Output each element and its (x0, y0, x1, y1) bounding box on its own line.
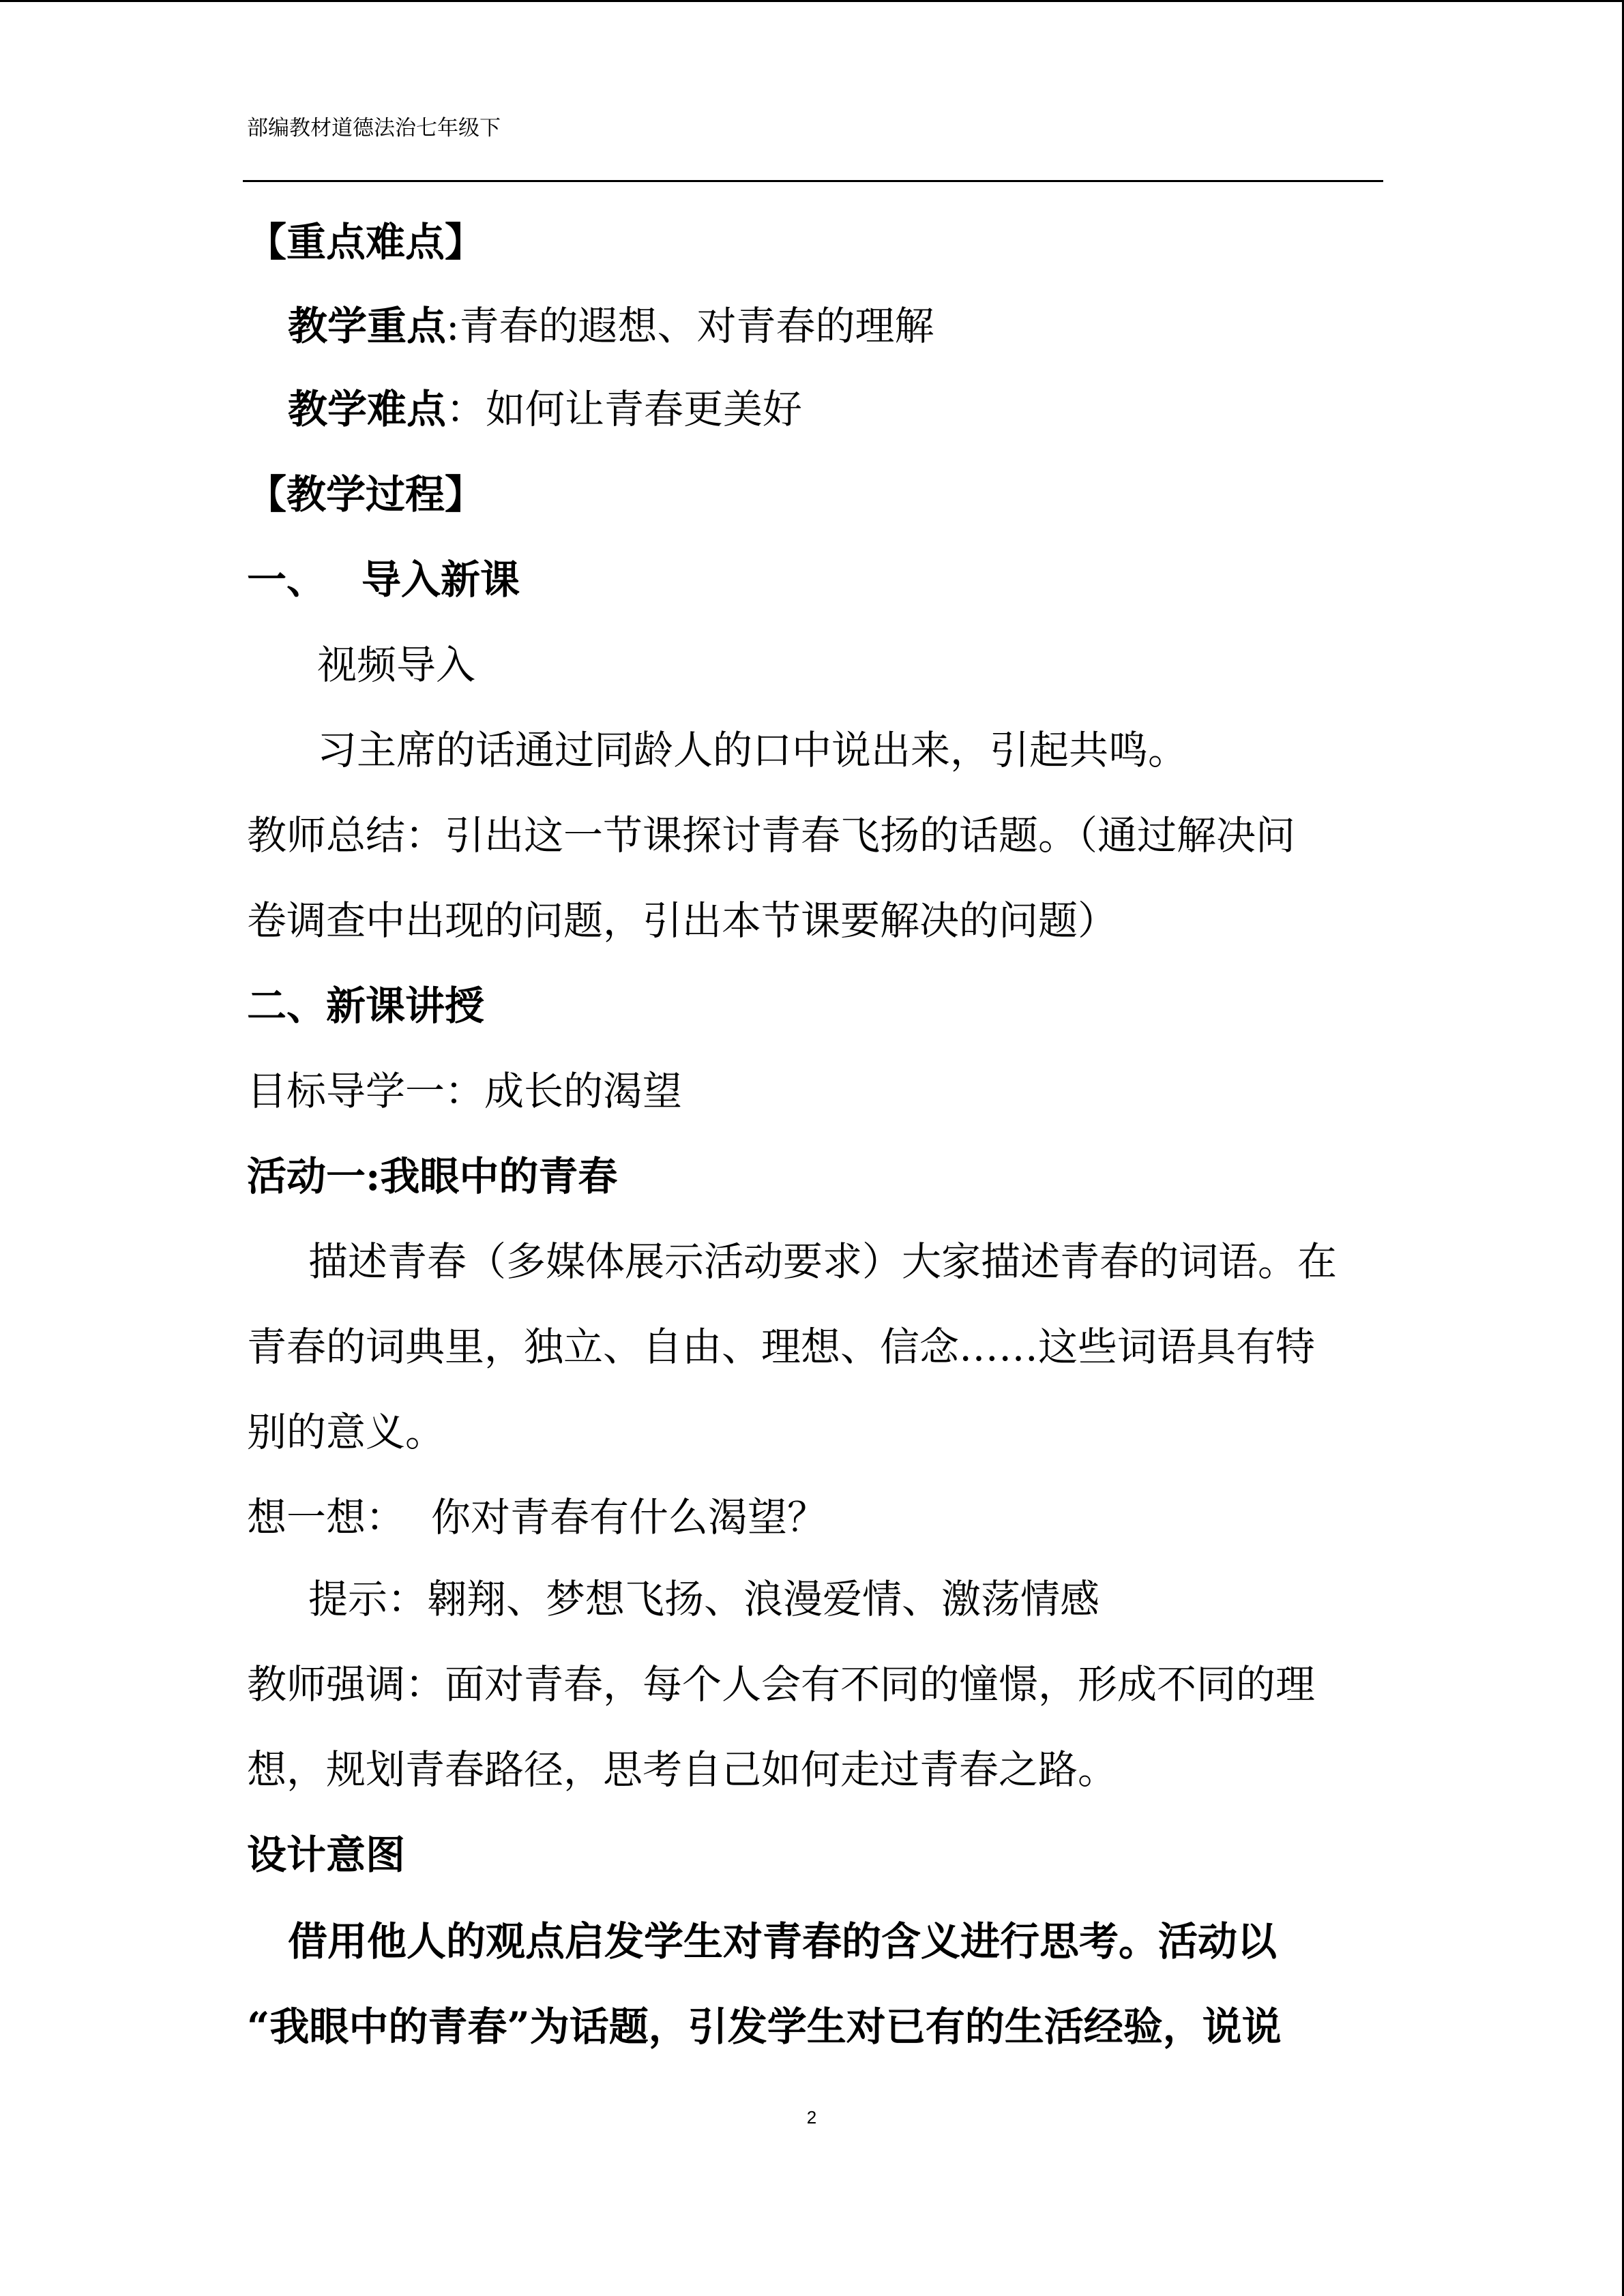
teaching-focus-label: 教学重点 (288, 303, 447, 349)
page-number: 2 (806, 2107, 817, 2128)
video-intro-line: 视频导入 (317, 642, 476, 688)
part-one-number: 一、 (247, 556, 327, 603)
describe-line-2: 青春的词典里，独立、自由、理想、信念……这些词语具有特 (247, 1324, 1316, 1370)
teaching-focus-line (288, 302, 934, 350)
design-intent-line-2: “我眼中的青春”为话题，引发学生对已有的生活经验，说说 (247, 2003, 1282, 2050)
teaching-difficulty-label: 教学难点 (288, 386, 447, 432)
describe-line-1: 描述青春（多媒体展示活动要求）大家描述青春的词语。在 (308, 1238, 1338, 1285)
running-header: 部编教材道德法治七年级下 (247, 116, 501, 140)
teaching-difficulty-text: ：如何让青春更美好 (446, 386, 803, 432)
design-intent-title: 设计意图 (247, 1832, 406, 1878)
think-question: 你对青春有什么渴望？ (431, 1494, 827, 1540)
hint-line: 提示：翱翔、梦想飞扬、浪漫爱情、激荡情感 (308, 1576, 1100, 1622)
part-two-title: 二、新课讲授 (247, 983, 485, 1029)
page-top-border (0, 0, 1624, 2)
header-rule (243, 180, 1383, 182)
think-label: 想一想： (247, 1494, 406, 1540)
speech-line: 习主席的话通过同龄人的口中说出来，引起共鸣。 (317, 727, 1188, 773)
teacher-emphasis-line-2: 想，规划青春路径，思考自己如何走过青春之路。 (247, 1746, 1118, 1793)
key-points-heading: 【重点难点】 (247, 219, 485, 265)
teacher-summary-line-1: 教师总结：引出这一节课探讨青春飞扬的话题。（通过解决问 (247, 812, 1296, 859)
describe-line-3: 别的意义。 (247, 1409, 445, 1455)
teaching-process-heading: 【教学过程】 (247, 471, 485, 518)
teaching-focus-text: :青春的遐想、对青春的理解 (446, 303, 934, 349)
part-one-title: 导入新课 (361, 556, 520, 603)
teaching-difficulty-line (288, 385, 802, 433)
design-intent-line-1: 借用他人的观点启发学生对青春的含义进行思考。活动以 (288, 1918, 1278, 1965)
teacher-emphasis-line-1: 教师强调：面对青春，每个人会有不同的憧憬，形成不同的理 (247, 1661, 1316, 1708)
activity-one-title: 活动一:我眼中的青春 (247, 1153, 618, 1199)
teacher-summary-line-2: 卷调查中出现的问题，引出本节课要解决的问题） (247, 897, 1118, 944)
goal-line: 目标导学一：成长的渴望 (247, 1068, 683, 1114)
